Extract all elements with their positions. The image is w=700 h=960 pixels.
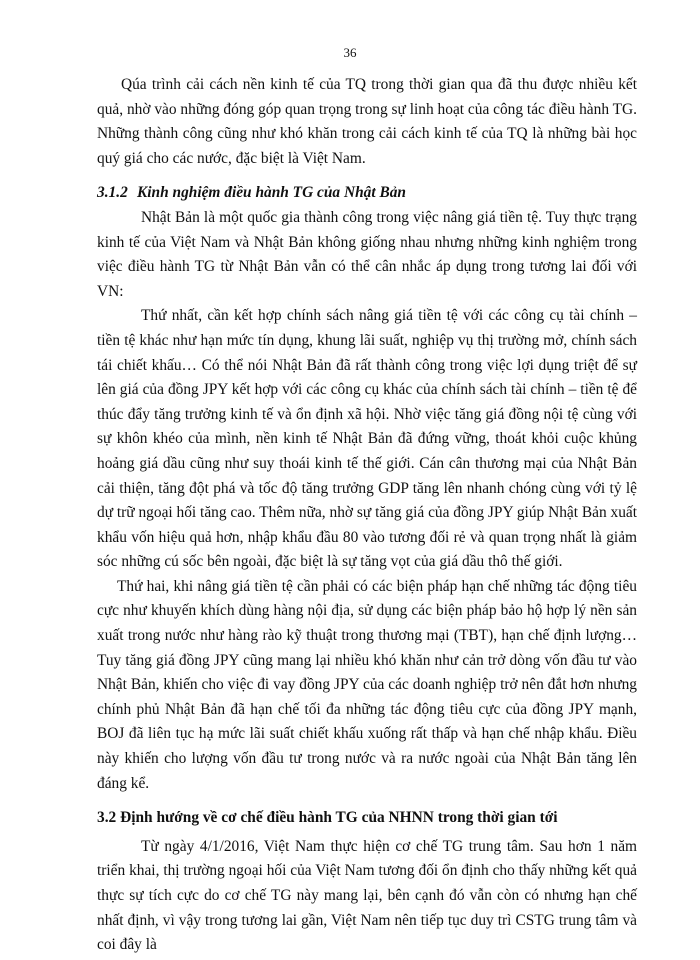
section-title: Kinh nghiệm điều hành TG của Nhật Bản	[137, 184, 406, 202]
paragraph-tq-summary: Qúa trình cải cách nền kinh tế của TQ trong thời gian qua đã thu được nhiều kết quả, nhờ vào những đóng góp quan trọng trong sự linh hoạt của công tác điều hành TG. Những thành công cũng như khó khăn trong cải cách kinh tế của TQ là những bài học quý giá cho các nước, đặc biệt là Việt Nam.	[97, 76, 637, 167]
section-heading-3-2: 3.2 Định hướng về cơ chế điều hành TG của NHNN trong thời gian tới	[97, 809, 558, 827]
paragraph-japan-intro: Nhật Bản là một quốc gia thành công trong việc nâng giá tiền tệ. Tuy thực trạng kinh tế của Việt Nam và Nhật Bản không giống nhau nhưng những kinh nghiệm trong việc điều hành TG từ Nhật Bản vẫn có thể cân nhắc áp dụng trong tương lai đối với VN:	[97, 208, 637, 300]
paragraph-first-lesson: Thứ nhất, cần kết hợp chính sách nâng giá tiền tệ với các công cụ tài chính – tiền tệ khác như hạn mức tín dụng, khung lãi suất, nghiệp vụ thị trường mở, chính sách tái chiết khấu… Có thể nói Nhật Bản đã rất thành công trong việc lợi dụng triệt để sự lên giá của đồng JPY kết hợp với các công cụ khác của chính sách tài chính – tiền tệ để thúc đẩy tăng trưởng kinh tế và ổn định xã hội. Nhờ việc tăng giá đồng nội tệ cùng với sự khôn khéo của mình, nền kinh tế Nhật Bản đã đứng vững, thoát khỏi cuộc khủng hoảng giá dầu cũng như suy thoái kinh tế thế giới. Cán cân thương mại của Nhật Bản cải thiện, tăng đột phá và tốc độ tăng trưởng GDP tăng lên nhanh chóng cùng với tỷ lệ dự trữ ngoại hối tăng cao. Thêm nữa, nhờ sự tăng giá của đồng JPY giúp Nhật Bản xuất khẩu vốn hiệu quả hơn, nhập khẩu đầu 80 vào tương đối rẻ và quan trọng nhất là giảm sóc những cú sốc bên ngoài, đặc biệt là sự tăng vọt của giá dầu thô thế giới.	[97, 307, 637, 571]
section-heading-3-1-2	[97, 181, 637, 206]
section-number: 3.1.2	[97, 184, 128, 202]
page-number: 36	[343, 45, 357, 60]
document-body	[97, 73, 637, 958]
paragraph-orientation: Từ ngày 4/1/2016, Việt Nam thực hiện cơ chế TG trung tâm. Sau hơn 1 năm triển khai, thị trường ngoại hối của Việt Nam tương đối ổn định cho thấy những kết quả thực sự tích cực do cơ chế TG này mang lại, bên cạnh đó vẫn còn có nhưng hạn chế nhất định, vì vậy trong tương lai gần, Việt Nam nên tiếp tục duy trì CSTG trung tâm và coi đây là	[97, 837, 637, 954]
paragraph-second-lesson: Thứ hai, khi nâng giá tiền tệ cần phải có các biện pháp hạn chế những tác động tiêu cực như khuyến khích dùng hàng nội địa, sử dụng các biện pháp bảo hộ hợp lý nền sản xuất trong nước như hàng rào kỹ thuật trong thương mại (TBT), hạn chế định lượng… Tuy tăng giá đồng JPY cũng mang lại nhiều khó khăn như cản trở dòng vốn đầu tư vào Nhật Bản, khiến cho việc đi vay đồng JPY của các doanh nghiệp trở nên đắt hơn nhưng chính phủ Nhật Bản đã hạn chế tối đa những tác động tiêu cực của đồng JPY mạnh, BOJ đã liên tục hạ mức lãi suất chiết khấu xuống rất thấp và hạn chế nhập khẩu. Điều này khiến cho lượng vốn đầu tư trong nước và ra nước ngoài của Nhật Bản tăng lên đáng kể.	[97, 577, 637, 792]
